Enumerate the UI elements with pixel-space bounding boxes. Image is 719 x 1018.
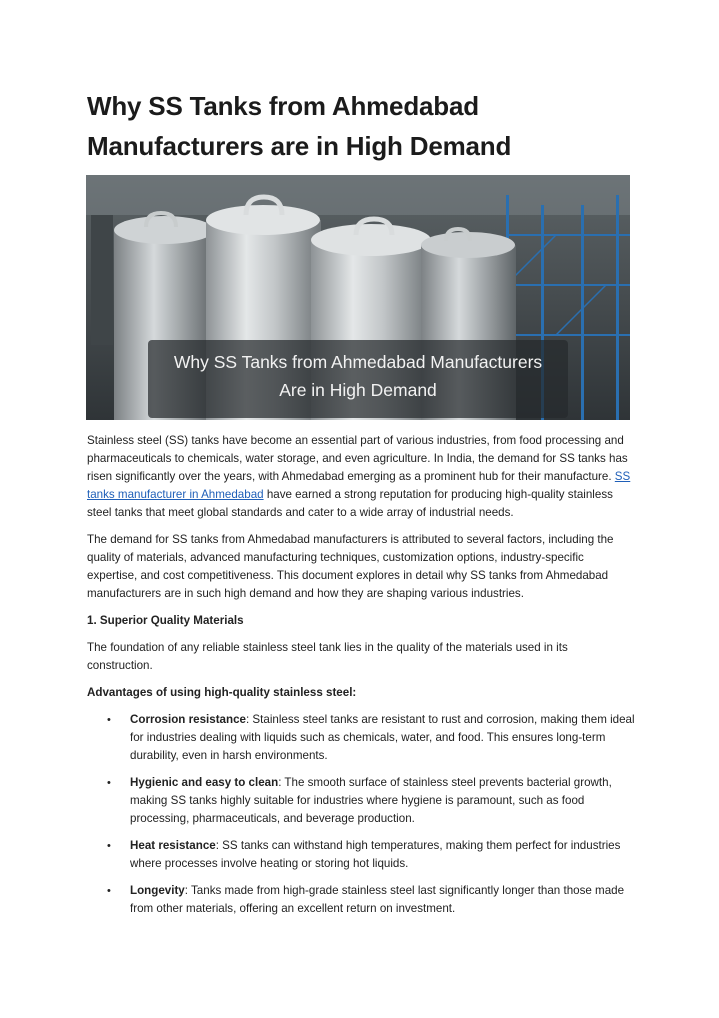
intro-text-start: Stainless steel (SS) tanks have become an essential part of various industries, from food processing and pharmaceuticals to chemicals, water storage, and even agriculture. In India, the demand for SS tanks has risen significantly over the years, with Ahmedabad emerging as a prominent hub for their manufacture. bbox=[87, 434, 628, 483]
intro-text-end: have earned a strong reputation for producing high-quality stainless steel tanks that meet global standards and cater to a wide array of industrial needs. bbox=[87, 488, 613, 519]
hero-caption bbox=[148, 340, 568, 418]
list-item-term: Corrosion resistance bbox=[130, 713, 246, 726]
bullet-icon: • bbox=[107, 885, 111, 897]
bullet-icon: • bbox=[107, 840, 111, 852]
hero-image bbox=[86, 175, 630, 420]
intro-paragraph bbox=[87, 432, 635, 522]
list-item bbox=[87, 711, 635, 765]
list-item-term: Hygienic and easy to clean bbox=[130, 776, 279, 789]
page-title: Why SS Tanks from Ahmedabad Manufacturers are in High Demand bbox=[87, 91, 512, 161]
section-heading-quality: 1. Superior Quality Materials bbox=[87, 614, 244, 627]
article-body bbox=[87, 432, 635, 927]
bullet-icon: • bbox=[107, 714, 111, 726]
list-item-desc: : Tanks made from high-grade stainless steel last significantly longer than those made from other materials, offering an excellent return on investment. bbox=[130, 884, 625, 915]
section-quality-text: The foundation of any reliable stainless steel tank lies in the quality of the materials used in its construction. bbox=[87, 641, 568, 672]
demand-paragraph: The demand for SS tanks from Ahmedabad manufacturers is attributed to several factors, including the quality of materials, advanced manufacturing techniques, customization options, industry-specific expertise, and cost competitiveness. This document explores in detail why SS tanks from Ahmedabad manufacturers are in such high demand and how they are shaping various industries. bbox=[87, 533, 614, 600]
advantages-subheading: Advantages of using high-quality stainless steel: bbox=[87, 686, 357, 699]
list-item-term: Heat resistance bbox=[130, 839, 216, 852]
list-item bbox=[87, 882, 635, 918]
list-item-desc: : Stainless steel tanks are resistant to rust and corrosion, making them ideal for industries dealing with liquids such as chemicals, water, and food. This ensures long-term durability, even in harsh environments. bbox=[130, 713, 635, 762]
ss-tanks-manufacturer-link[interactable]: SS tanks manufacturer in Ahmedabad bbox=[87, 470, 631, 501]
hero-caption-line-2: Are in High Demand bbox=[279, 380, 437, 400]
list-item bbox=[87, 837, 635, 873]
advantages-list bbox=[87, 711, 635, 918]
list-item-desc: : SS tanks can withstand high temperatures, making them perfect for industries where processes involve heating or storing hot liquids. bbox=[130, 839, 621, 870]
bullet-icon: • bbox=[107, 777, 111, 789]
list-item bbox=[87, 774, 635, 828]
hero-caption-line-1: Why SS Tanks from Ahmedabad Manufacturers bbox=[173, 352, 543, 372]
list-item-term: Longevity bbox=[130, 884, 185, 897]
list-item-desc: : The smooth surface of stainless steel prevents bacterial growth, making SS tanks highly suitable for industries where hygiene is paramount, such as food processing, pharmaceuticals, and beverage production. bbox=[130, 776, 612, 825]
